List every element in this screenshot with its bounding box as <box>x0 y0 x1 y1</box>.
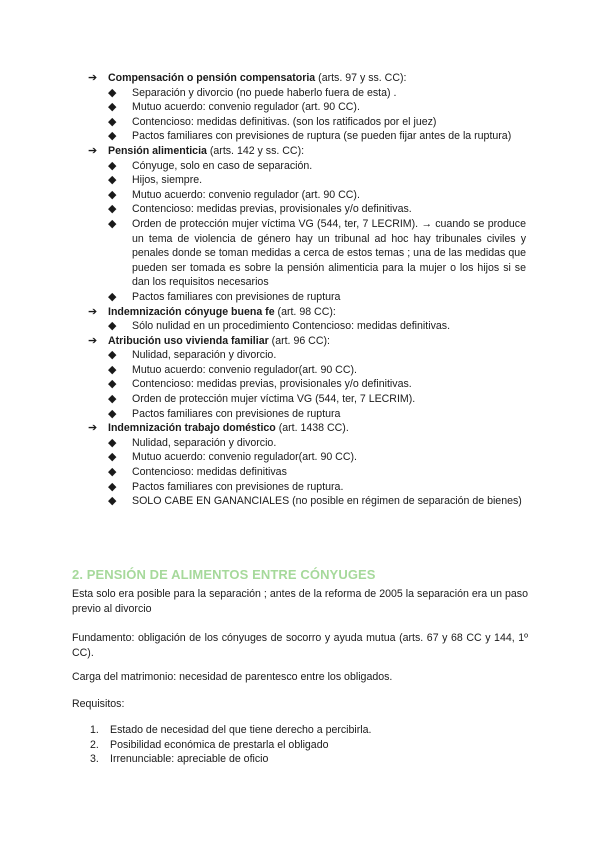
sub-item <box>108 465 528 480</box>
section-title: Compensación o pensión compensatoria <box>108 72 316 84</box>
sub-item <box>108 450 528 465</box>
sub-item-text: Sólo nulidad en un procedimiento Contencioso: medidas definitivas. <box>132 320 451 333</box>
sub-item-text: Pactos familiares con previsiones de ruptura <box>132 290 341 303</box>
arrow-icon: ➔ <box>88 144 98 157</box>
section-title: Indemnización cónyuge buena fe <box>108 305 275 318</box>
section-item <box>88 421 528 436</box>
sub-item <box>108 290 528 305</box>
sub-item-text: Mutuo acuerdo: convenio regulador (art. 90 CC). <box>132 101 360 114</box>
diamond-bullet-icon: ◆ <box>108 451 117 464</box>
sub-item <box>108 86 528 101</box>
section-reference: (arts. 142 y ss. CC): <box>206 144 305 157</box>
sub-item-text: Cónyuge, solo en caso de separación. <box>132 159 313 172</box>
section-2-heading: 2. PENSIÓN DE ALIMENTOS ENTRE CÓNYUGES <box>72 567 376 582</box>
diamond-bullet-icon: ◆ <box>108 436 117 449</box>
sub-item <box>108 407 528 422</box>
sub-item <box>108 319 528 334</box>
section-reference: (arts. 97 y ss. CC): <box>315 72 407 84</box>
requisito-text: Estado de necesidad del que tiene derecho a percibirla. <box>110 724 372 736</box>
sub-item <box>108 348 528 363</box>
sub-item-text: Orden de protección mujer víctima VG (544, ter, 7 LECRIM). <box>132 393 416 406</box>
sub-item <box>108 129 528 144</box>
diamond-bullet-icon: ◆ <box>108 349 117 362</box>
requisito-number: 2. <box>90 738 99 751</box>
diamond-bullet-icon: ◆ <box>108 393 117 406</box>
carga-paragraph: Carga del matrimonio: necesidad de parentesco entre los obligados. <box>72 671 393 683</box>
sub-item <box>108 188 528 203</box>
section-reference: (art. 96 CC): <box>268 334 330 347</box>
requisito-item <box>90 752 372 767</box>
diamond-bullet-icon: ◆ <box>108 290 117 303</box>
sub-item-text: Pactos familiares con previsiones de ruptura (se pueden fijar antes de la ruptura) <box>132 130 512 143</box>
sub-item-text: Mutuo acuerdo: convenio regulador (art. 90 CC). <box>132 188 360 201</box>
sub-item <box>108 202 528 217</box>
diamond-bullet-icon: ◆ <box>108 174 117 187</box>
sub-item-text: Nulidad, separación y divorcio. <box>132 436 277 449</box>
sub-item-text: Separación y divorcio (no puede haberlo fuera de esta) . <box>132 86 397 99</box>
diamond-bullet-icon: ◆ <box>108 363 117 376</box>
sub-item <box>108 494 528 509</box>
diamond-bullet-icon: ◆ <box>108 130 117 143</box>
diamond-bullet-icon: ◆ <box>108 86 117 99</box>
requisito-item <box>90 738 372 753</box>
diamond-bullet-icon: ◆ <box>108 466 117 479</box>
sub-item-text: Pactos familiares con previsiones de ruptura. <box>132 480 344 493</box>
sub-item <box>108 100 528 115</box>
sub-item-text: Nulidad, separación y divorcio. <box>132 349 277 362</box>
section-item <box>88 144 528 159</box>
section-item <box>88 71 528 86</box>
diamond-bullet-icon: ◆ <box>108 480 117 493</box>
section-item <box>88 334 528 349</box>
section-reference: (art. 98 CC): <box>274 305 336 318</box>
diamond-bullet-icon: ◆ <box>108 217 117 230</box>
diamond-bullet-icon: ◆ <box>108 495 117 508</box>
diamond-bullet-icon: ◆ <box>108 320 117 333</box>
sub-item <box>108 173 528 188</box>
requisito-text: Posibilidad económica de prestarla el obligado <box>110 738 329 751</box>
diamond-bullet-icon: ◆ <box>108 378 117 391</box>
arrow-icon: ➔ <box>88 422 98 435</box>
sub-item <box>108 217 528 290</box>
requisito-number: 3. <box>90 753 99 766</box>
diamond-bullet-icon: ◆ <box>108 115 117 128</box>
sub-item-text: Mutuo acuerdo: convenio regulador(art. 90 CC). <box>132 451 357 464</box>
arrow-icon: ➔ <box>88 334 98 347</box>
requisito-text: Irrenunciable: apreciable de oficio <box>110 753 269 766</box>
sub-item-text: Hijos, siempre. <box>132 174 203 187</box>
sub-item <box>108 115 528 130</box>
section-title: Atribución uso vivienda familiar <box>108 334 269 347</box>
sub-item <box>108 436 528 451</box>
sub-item-text: SOLO CABE EN GANANCIALES (no posible en régimen de separación de bienes) <box>132 495 522 508</box>
requisitos-list <box>90 723 372 767</box>
diamond-bullet-icon: ◆ <box>108 188 117 201</box>
fundamento-paragraph: Fundamento: obligación de los cónyuges de socorro y ayuda mutua (arts. 67 y 68 CC y 144, 1º CC). <box>72 632 528 659</box>
main-bullet-list <box>88 71 528 509</box>
arrow-icon: ➔ <box>88 305 98 318</box>
sub-item <box>108 377 528 392</box>
intro-paragraph: Esta solo era posible para la separación ; antes de la reforma de 2005 la separación era un paso previo al divorcio <box>72 588 528 615</box>
sub-item-text: Pactos familiares con previsiones de ruptura <box>132 407 341 420</box>
sub-item-text: Mutuo acuerdo: convenio regulador(art. 90 CC). <box>132 363 357 376</box>
diamond-bullet-icon: ◆ <box>108 159 117 172</box>
sub-item-text: Contencioso: medidas definitivas <box>132 466 287 479</box>
sub-item <box>108 159 528 174</box>
requisito-item <box>90 723 372 738</box>
sub-item-text: Contencioso: medidas definitivas. (son los ratificados por el juez) <box>132 115 437 128</box>
requisito-number: 1. <box>90 724 99 736</box>
arrow-icon: ➔ <box>88 72 98 84</box>
diamond-bullet-icon: ◆ <box>108 407 117 420</box>
sub-item <box>108 480 528 495</box>
section-title: Indemnización trabajo doméstico <box>108 422 276 435</box>
section-reference: (art. 1438 CC). <box>275 422 349 435</box>
sub-item-text: Contencioso: medidas previas, provisionales y/o definitivas. <box>132 378 412 391</box>
diamond-bullet-icon: ◆ <box>108 203 117 216</box>
diamond-bullet-icon: ◆ <box>108 101 117 114</box>
sub-item-text: Contencioso: medidas previas, provisionales y/o definitivas. <box>132 203 412 216</box>
sub-item <box>108 392 528 407</box>
sub-item <box>108 363 528 378</box>
section-item <box>88 305 528 320</box>
section-title: Pensión alimenticia <box>108 144 207 157</box>
requisitos-label: Requisitos: <box>72 698 125 710</box>
sub-item-text: Orden de protección mujer víctima VG (544, ter, 7 LECRIM). → cuando se produce un tema de violencia de género hay un tribunal ad hoc hay tribunales civiles y penales donde se toman medidas a cerca de estos temas ; una de las medidas que pueden ser tomada es sobre la pensión alimenticia para la mujer o los hijos si se dan los requisitos necesarios <box>132 217 526 289</box>
